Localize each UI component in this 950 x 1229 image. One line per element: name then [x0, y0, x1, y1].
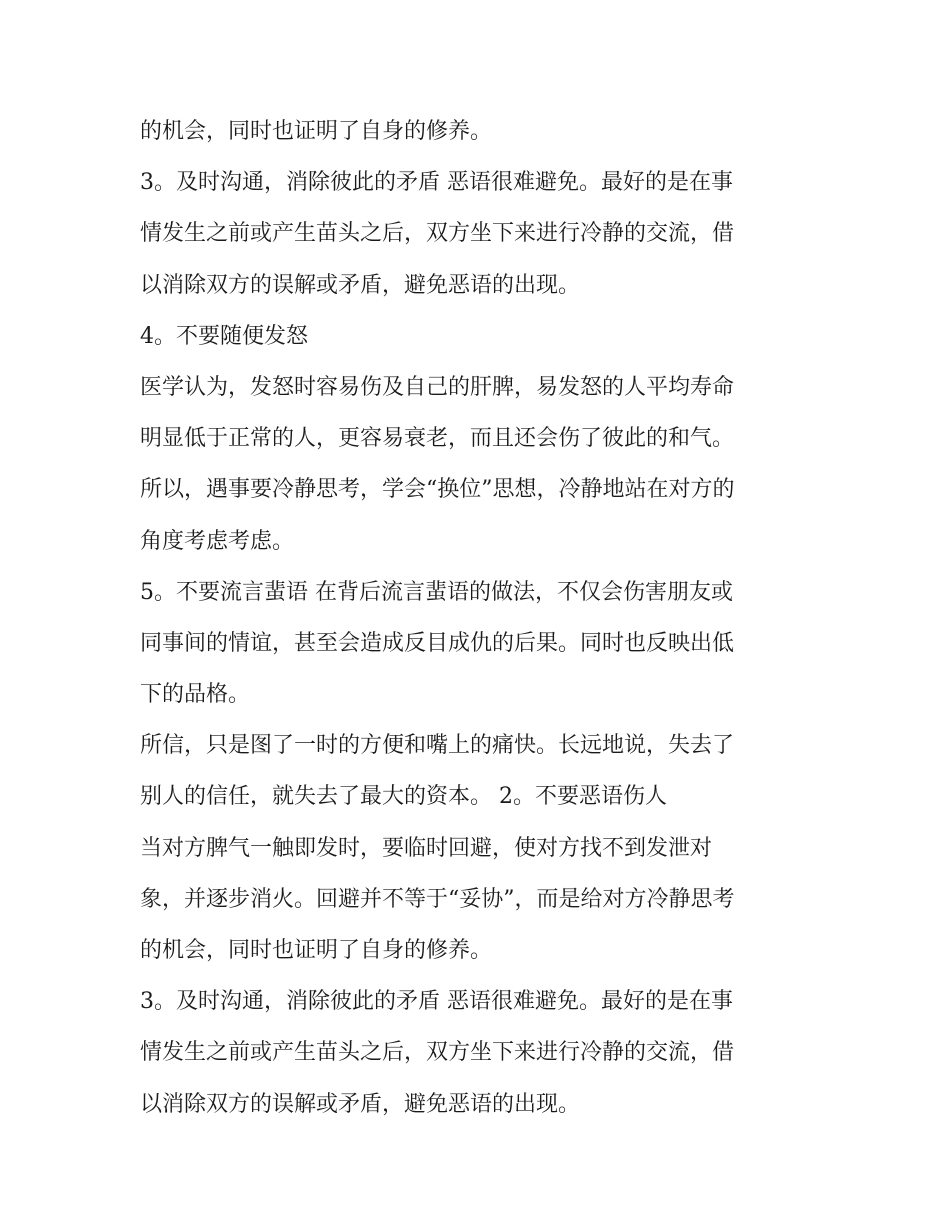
- text-line: 5。不要流言蜚语 在背后流言蜚语的做法，不仅会伤害朋友或: [140, 579, 733, 605]
- text-line: 的机会，同时也证明了自身的修养。: [140, 938, 493, 963]
- text-line: 3。及时沟通，消除彼此的矛盾 恶语很难避免。最好的是在事: [140, 170, 733, 196]
- text-line: 情发生之前或产生苗头之后，双方坐下来进行冷静的交流，借: [140, 1040, 735, 1066]
- text-line: 别人的信任，就失去了最大的资本。 2。不要恶语伤人: [140, 784, 667, 810]
- text-line: 以消除双方的误解或矛盾，避免恶语的出现。: [140, 272, 581, 298]
- text-line: 角度考虑考虑。: [140, 528, 295, 554]
- text-line: 的机会，同时也证明了自身的修养。: [140, 119, 493, 144]
- text-line: 3。及时沟通，消除彼此的矛盾 恶语很难避免。最好的是在事: [140, 989, 733, 1015]
- text-line: 同事间的情谊，甚至会造成反目成仇的后果。同时也反映出低: [140, 630, 735, 656]
- text-line: 情发生之前或产生苗头之后，双方坐下来进行冷静的交流，借: [140, 221, 735, 247]
- text-line: 象，并逐步消火。回避并不等于“妥协”，而是给对方冷静思考: [140, 886, 735, 912]
- text-line: 下的品格。: [140, 682, 251, 708]
- text-line: 医学认为，发怒时容易伤及自己的肝脾，易发怒的人平均寿命: [140, 374, 735, 400]
- text-line: 4。不要随便发怒: [140, 323, 308, 349]
- text-line: 明显低于正常的人，更容易衰老，而且还会伤了彼此的和气。: [140, 426, 735, 452]
- text-line: 当对方脾气一触即发时，要临时回避，使对方找不到发泄对: [140, 835, 713, 861]
- text-line: 所以，遇事要冷静思考，学会“换位”思想，冷静地站在对方的: [140, 477, 735, 503]
- text-line: 以消除双方的误解或矛盾，避免恶语的出现。: [140, 1091, 581, 1117]
- text-line: 所信，只是图了一时的方便和嘴上的痛快。长远地说，失去了: [140, 733, 735, 759]
- document-body: [140, 106, 830, 1130]
